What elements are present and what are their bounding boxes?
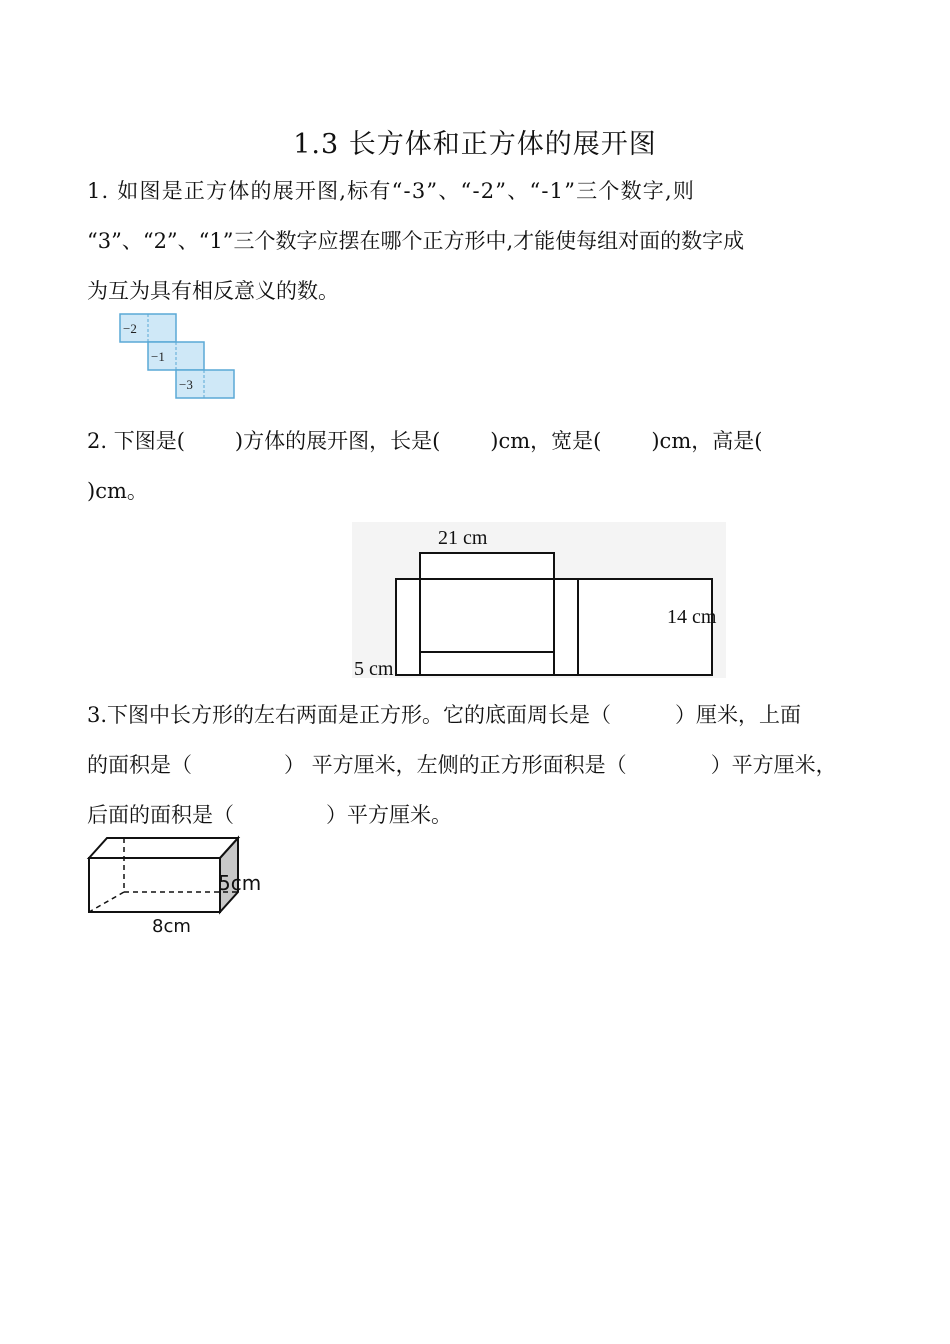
q3-text-1b: ）厘米，上面 (675, 703, 802, 727)
cuboid-top-face (89, 838, 238, 858)
q1-line-1: 1. 如图是正方体的展开图,标有“-3”、“-2”、“-1”三个数字,则 (87, 179, 696, 203)
q3-text-3a: 后面的面积是（ (87, 803, 234, 827)
q3-text-2c: ）平方厘米， (710, 753, 837, 777)
net-label-minus-3: −3 (179, 377, 193, 392)
cube-net-figure (118, 312, 238, 404)
cuboid-front-face (89, 858, 220, 912)
q2-text-b: )方体的展开图，长是( (234, 429, 441, 453)
q2-line-2: )cm。 (87, 479, 148, 503)
q2-text-a: 2. 下图是( (87, 429, 185, 453)
net-top-face (420, 553, 554, 579)
net-label-minus-2: −2 (123, 321, 137, 336)
q1-line-3: 为互为具有相反意义的数。 (87, 279, 339, 303)
net-right-face (554, 579, 578, 675)
q3-line-2 (87, 755, 837, 776)
net-front-face (420, 579, 554, 675)
label-8cm-length: 8cm (152, 916, 191, 936)
net-label-minus-1: −1 (151, 349, 165, 364)
q3-text-1a: 3.下图中长方形的左右两面是正方形。它的底面周长是（ (87, 703, 612, 727)
cuboid-net-figure (352, 522, 726, 678)
label-5cm-height: 5cm (218, 871, 262, 895)
cuboid-figure (84, 834, 274, 936)
net-left-face (396, 579, 420, 675)
label-5cm: 5 cm (354, 658, 394, 678)
q3-line-3 (87, 805, 452, 826)
q3-text-2a: 的面积是（ (87, 753, 192, 777)
label-21cm: 21 cm (438, 527, 488, 549)
q3-text-2b: ） 平方厘米，左侧的正方形面积是（ (284, 753, 627, 777)
q2-line-1 (87, 431, 762, 452)
page-title: 1.3 长方体和正方体的展开图 (293, 129, 657, 160)
q3-line-1 (87, 705, 801, 726)
q2-text-c: )cm，宽是( (490, 429, 602, 453)
q3-text-3b: ）平方厘米。 (326, 803, 452, 827)
q1-line-2: “3”、“2”、“1”三个数字应摆在哪个正方形中,才能使每组对面的数字成 (87, 229, 745, 253)
q2-text-d: )cm，高是( (651, 429, 763, 453)
label-14cm: 14 cm (667, 606, 717, 628)
